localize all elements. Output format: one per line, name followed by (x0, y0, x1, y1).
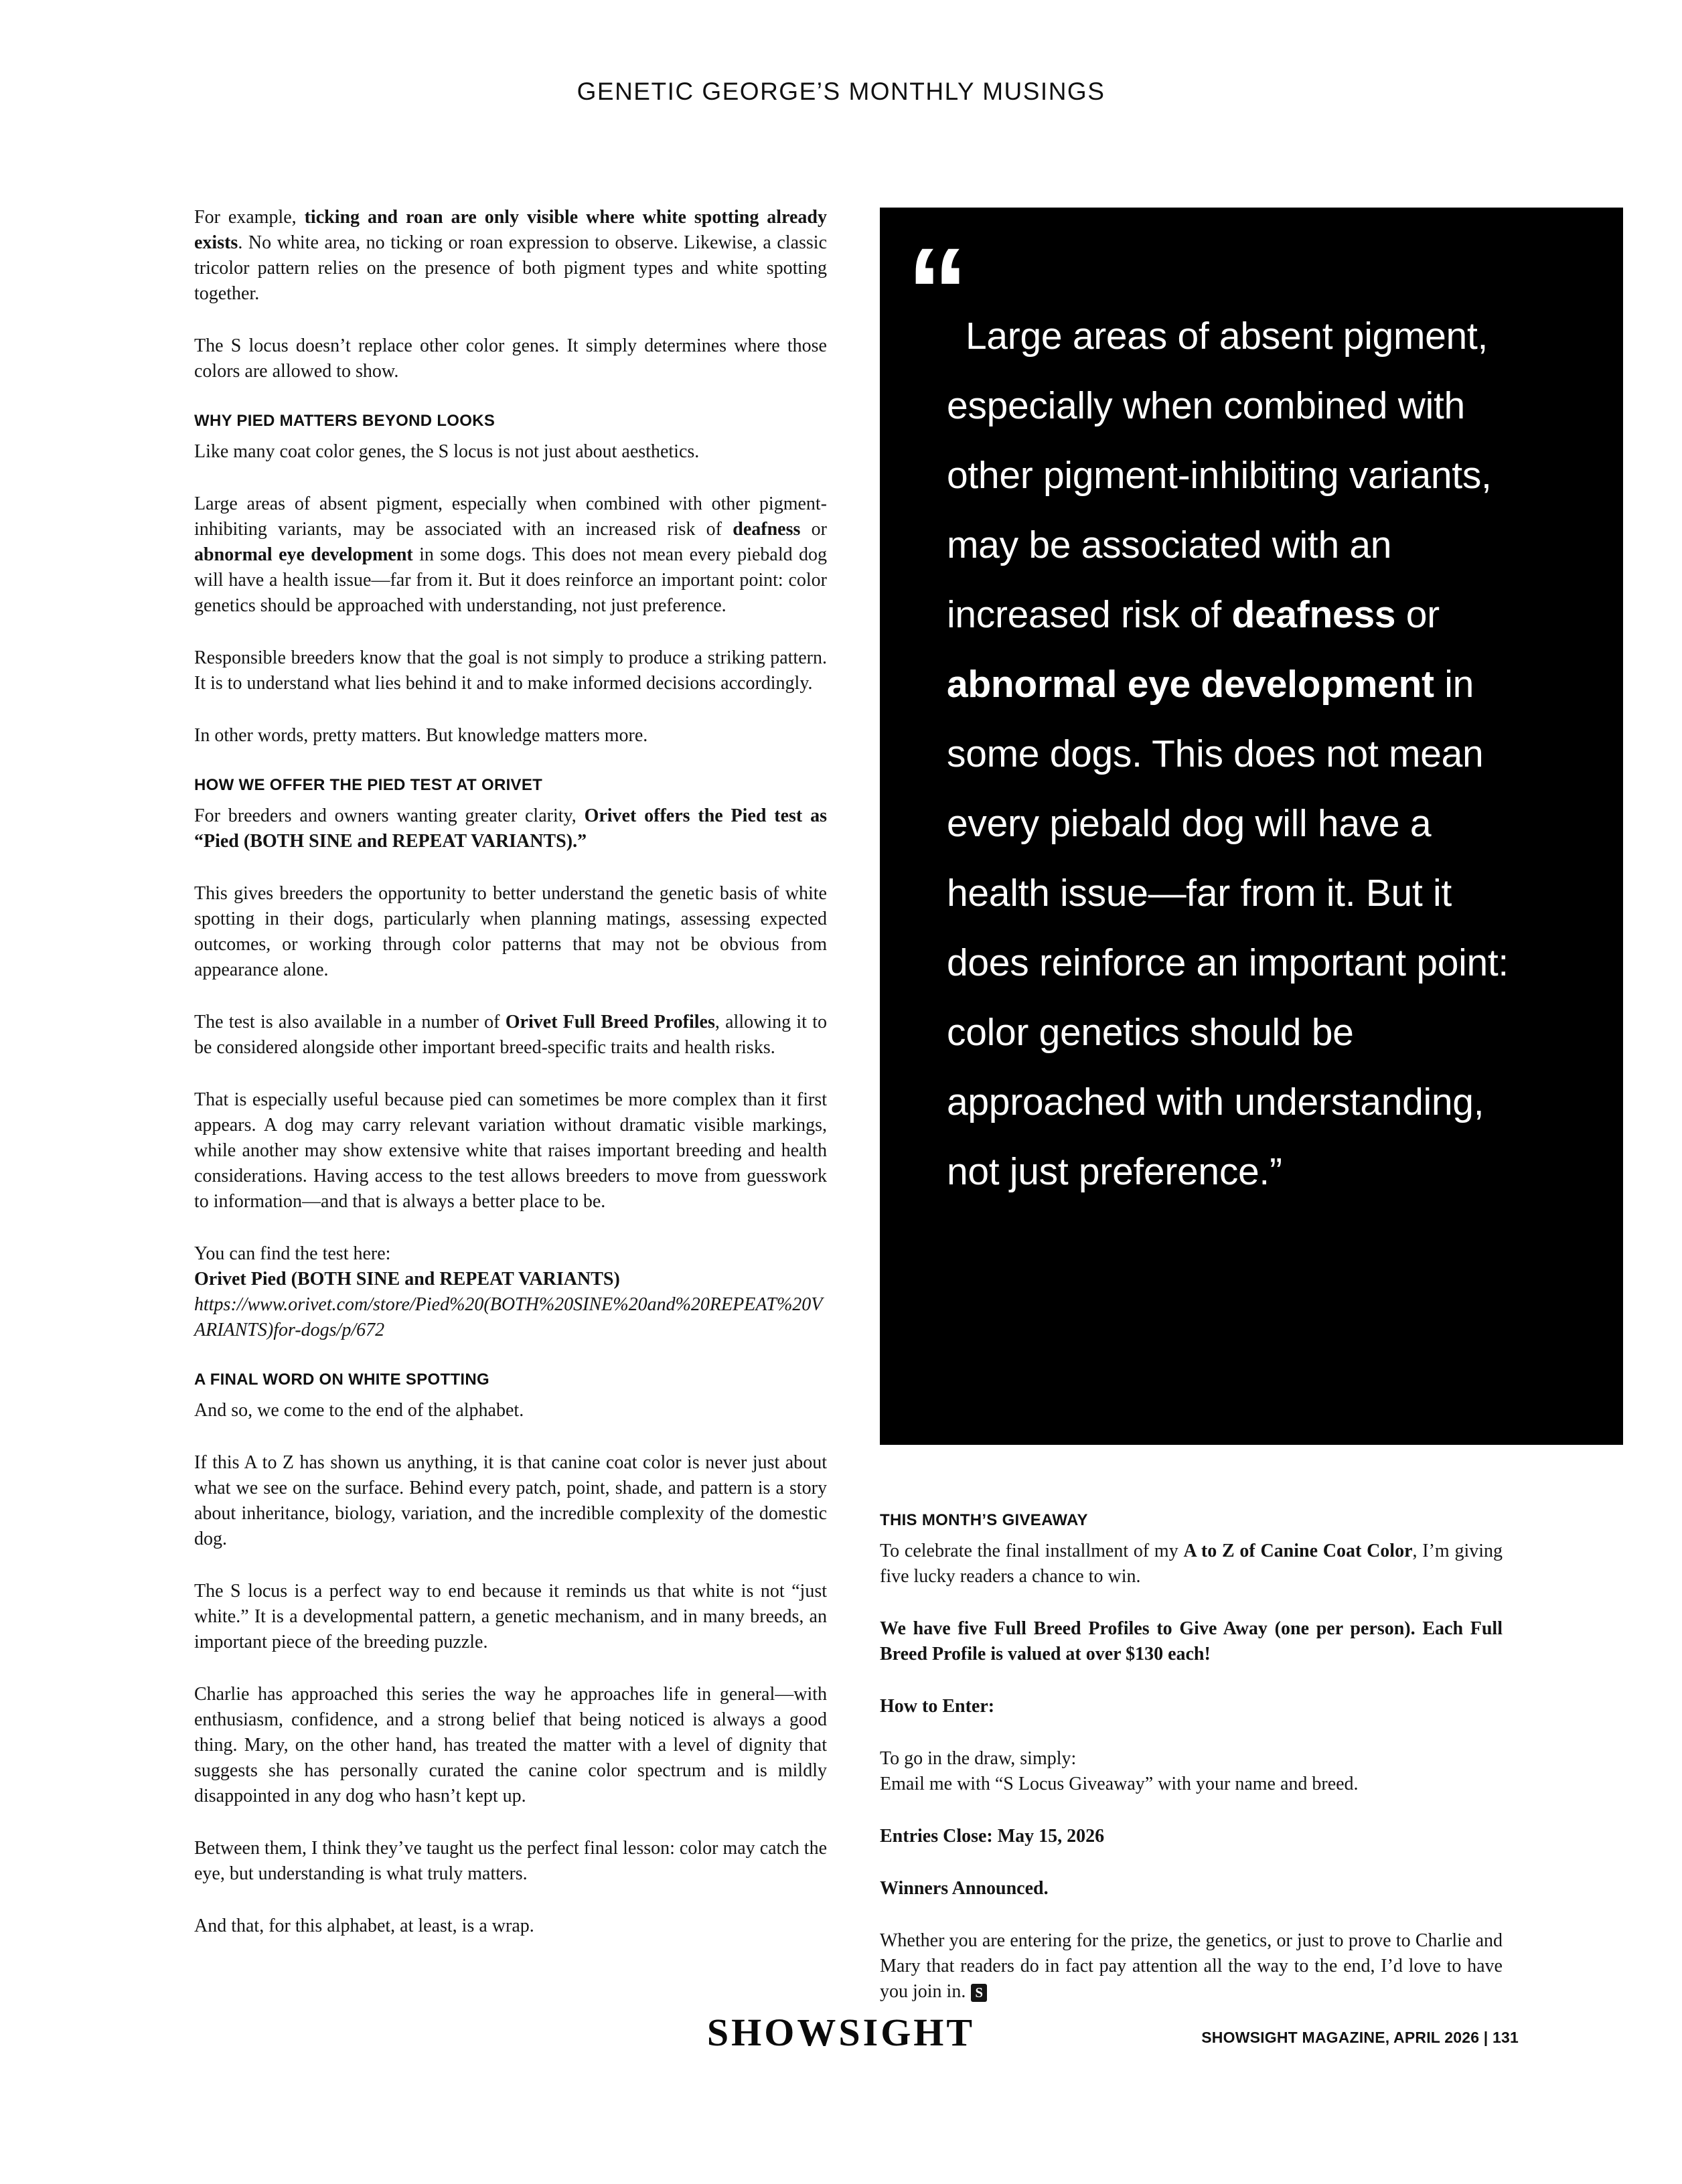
paragraph-charlie-mary (194, 1682, 827, 1809)
page-title: GENETIC GEORGE’S MONTHLY MUSINGS (577, 78, 1105, 105)
showsight-logo: SHOWSIGHT (706, 2011, 976, 2054)
heading-final-word: A FINAL WORD ON WHITE SPOTTING (194, 1371, 489, 1389)
paragraph-complexity (194, 1087, 827, 1215)
paragraph-breed-profiles (194, 1010, 827, 1061)
text-segment: Orivet Pied (BOTH SINE and REPEAT VARIANTS) (194, 1269, 620, 1290)
paragraph-final-lesson (194, 1836, 827, 1887)
end-mark-icon: S (971, 1984, 987, 2002)
text-segment: Large areas of absent pigment, especially when combined with other pigment-inhibiting variants, may be associated with an increased risk of (194, 493, 827, 540)
left-column (194, 205, 827, 1966)
text-segment: Entries Close: May 15, 2026 (880, 1826, 1105, 1847)
heading-giveaway: THIS MONTH’S GIVEAWAY (880, 1511, 1088, 1529)
text-segment: in some dogs. This does not mean every piebald dog will have a health issue—far from it. But it does reinforce an important point: color genetics should be approached with understanding, not just preference.” (947, 663, 1509, 1193)
text-segment: For example, (194, 207, 305, 228)
open-quote-icon: “ (907, 223, 969, 361)
text-segment: Email me with “S Locus Giveaway” with your name and breed. (880, 1774, 1359, 1794)
text-segment: deafness (1231, 593, 1396, 636)
text-segment: To go in the draw, simply: (880, 1748, 1077, 1769)
text-segment: abnormal eye development (947, 663, 1434, 706)
text-segment: or (800, 519, 827, 540)
pull-quote (947, 301, 1513, 1206)
heading-why-pied-matters: WHY PIED MATTERS BEYOND LOOKS (194, 412, 495, 430)
text-segment: You can find the test here: (194, 1243, 391, 1264)
paragraph-closing (880, 1928, 1503, 2005)
text-segment: Like many coat color genes, the S locus is not just about aesthetics. (194, 441, 700, 462)
text-segment: The S locus is a perfect way to end because it reminds us that white is not “just white.” It is a developmental pattern, a genetic mechanism, and in many breeds, an important piece of the breeding puzzle. (194, 1581, 827, 1652)
text-segment: deafness (733, 519, 801, 540)
text-segment: For breeders and owners wanting greater clarity, (194, 805, 585, 826)
text-segment: That is especially useful because pied can sometimes be more complex than it first appears. A dog may carry relevant variation without dramatic visible markings, while another may show extensive white that raises important breeding and health considerations. Having access to the test allows breeders to move from guesswork to information—and that is always a better place to be. (194, 1089, 827, 1212)
text-segment: And so, we come to the end of the alphabet. (194, 1400, 524, 1421)
text-segment: in some dogs. This does not mean every piebald dog will have a health issue—far from it. But it does reinforce an important point: color genetics should be approached with understanding, not just preference. (194, 544, 827, 616)
paragraph-end-alphabet (194, 1398, 827, 1423)
paragraph-how-to-enter (880, 1694, 1503, 1719)
paragraph-wrap (194, 1914, 827, 1939)
text-segment: or (1395, 593, 1440, 636)
text-segment: , allowing it to be considered alongside other important breed-specific traits and health risks. (194, 1012, 827, 1058)
paragraph-a-to-z (194, 1450, 827, 1552)
paragraph-test-link (194, 1241, 827, 1343)
text-segment: Large areas of absent pigment, especially when combined with other pigment-inhibiting variants, may be associated with an increased risk of (947, 315, 1492, 636)
paragraph-draw (880, 1746, 1503, 1797)
text-segment: Orivet Full Breed Profiles (505, 1012, 715, 1032)
text-segment: Whether you are entering for the prize, the genetics, or just to prove to Charlie and Mary that readers do in fact pay attention all the way to the end, I’d love to have you join in. (880, 1930, 1503, 2002)
pull-quote-box (880, 208, 1623, 1445)
text-segment: Responsible breeders know that the goal is not simply to produce a striking pattern. It is to understand what lies behind it and to make informed decisions accordingly. (194, 647, 827, 694)
text-segment: If this A to Z has shown us anything, it is that canine coat color is never just about what we see on the surface. Behind every patch, point, shade, and pattern is a story about inheritance, biology, variation, and the incredible complexity of the domestic dog. (194, 1452, 827, 1549)
text-segment: Orivet offers the Pied test as “Pied (BOTH SINE and REPEAT VARIANTS).” (194, 805, 828, 852)
text-segment: abnormal eye development (194, 544, 413, 565)
text-segment: This gives breeders the opportunity to better understand the genetic basis of white spotting in their dogs, particularly when planning matings, assessing expected outcomes, or working through color patterns that may not be obvious from appearance alone. (194, 883, 827, 980)
paragraph-celebrate (880, 1539, 1503, 1589)
paragraph-perfect-way (194, 1579, 827, 1655)
text-segment: Winners Announced. (880, 1878, 1049, 1899)
paragraph-responsible-breeders (194, 645, 827, 696)
text-segment: . No white area, no ticking or roan expression to observe. Likewise, a classic tricolor pattern relies on the presence of both pigment types and white spotting together. (194, 232, 827, 304)
paragraph-prize (880, 1616, 1503, 1667)
paragraph-entries-close (880, 1824, 1503, 1849)
paragraph-aesthetics (194, 439, 827, 465)
footer-issue-line: SHOWSIGHT MAGAZINE, APRIL 2026 | 131 (1201, 2029, 1519, 2046)
paragraph-opportunity (194, 881, 827, 983)
paragraph-s-locus (194, 333, 827, 384)
paragraph-health-risk (194, 491, 827, 619)
text-segment: ticking and roan are only visible where white spotting already exists (194, 207, 827, 253)
pull-quote-text (947, 301, 1513, 1206)
text-segment: Charlie has approached this series the way he approaches life in general—with enthusiasm, confidence, and a strong belief that being noticed is always a good thing. Mary, on the other hand, has treated the matter with a level of dignity that suggests she has personally curated the canine color spectrum and is mildly disappointed in any dog who hasn’t kept up. (194, 1684, 827, 1806)
text-segment: And that, for this alphabet, at least, is a wrap. (194, 1916, 534, 1936)
paragraph-winners (880, 1876, 1503, 1901)
test-url-link[interactable]: https://www.orivet.com/store/Pied%20(BOTH%20SINE%20and%20REPEAT%20VARIANTS)for-dogs/p/672 (194, 1294, 823, 1340)
text-segment: The test is also available in a number of (194, 1012, 506, 1032)
text-segment: To celebrate the final installment of my (880, 1541, 1184, 1561)
text-segment: , I’m giving five lucky readers a chance to win. (880, 1541, 1503, 1587)
paragraph-knowledge (194, 723, 827, 749)
paragraph-orivet-offer (194, 803, 827, 854)
text-segment: In other words, pretty matters. But knowledge matters more. (194, 725, 648, 746)
text-segment: The S locus doesn’t replace other color genes. It simply determines where those colors are allowed to show. (194, 335, 827, 382)
text-segment: A to Z of Canine Coat Color (1183, 1541, 1413, 1561)
text-segment: Between them, I think they’ve taught us the perfect final lesson: color may catch the eye, but understanding is what truly matters. (194, 1838, 827, 1884)
giveaway-section (880, 1505, 1503, 2031)
paragraph-example (194, 205, 827, 307)
text-segment: We have five Full Breed Profiles to Give Away (one per person). Each Full Breed Profile is valued at over $130 each! (880, 1618, 1503, 1664)
text-segment: How to Enter: (880, 1696, 995, 1717)
heading-pied-test: HOW WE OFFER THE PIED TEST AT ORIVET (194, 776, 543, 794)
